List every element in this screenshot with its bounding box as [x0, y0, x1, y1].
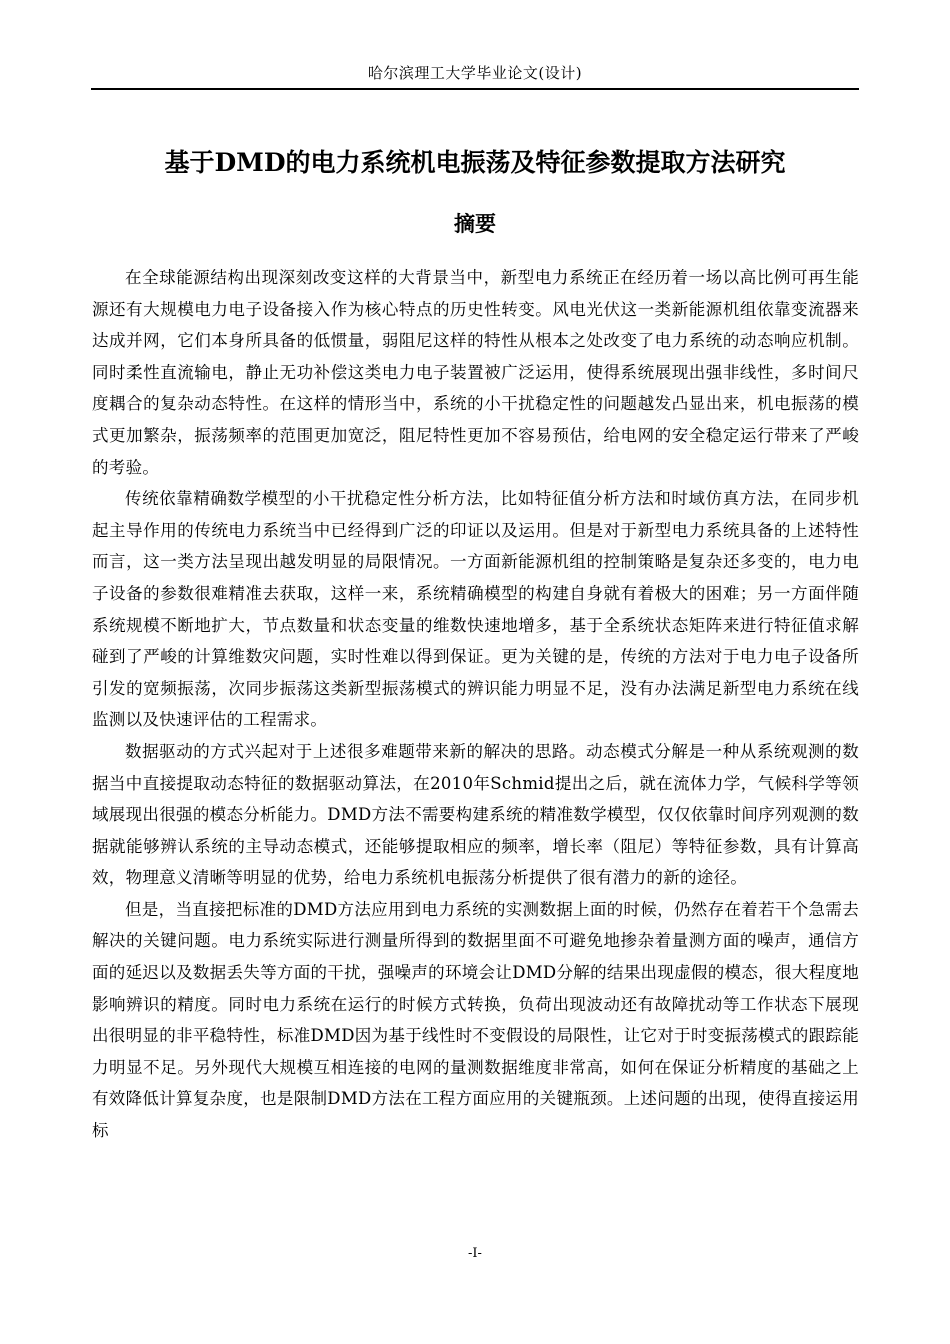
abstract-paragraph: 在全球能源结构出现深刻改变这样的大背景当中，新型电力系统正在经历着一场以高比例可再生能源还有大规模电力电子设备接入作为核心特点的历史性转变。风电光伏这一类新能源机组依靠变流器来达成并网，它们本身所具备的低惯量，弱阻尼这样的特性从根本之处改变了电力系统的动态响应机制。同时柔性直流输电，静止无功补偿这类电力电子装置被广泛运用，使得系统展现出强非线性，多时间尺度耦合的复杂动态特性。在这样的情形当中，系统的小干扰稳定性的问题越发凸显出来，机电振荡的模式更加繁杂，振荡频率的范围更加宽泛，阻尼特性更加不容易预估，给电网的安全稳定运行带来了严峻的考验。: [92, 268, 859, 477]
abstract-paragraph: 传统依靠精确数学模型的小干扰稳定性分析方法，比如特征值分析方法和时域仿真方法，在同步机起主导作用的传统电力系统当中已经得到广泛的印证以及运用。但是对于新型电力系统具备的上述特性而言，这一类方法呈现出越发明显的局限情况。一方面新能源机组的控制策略是复杂还多变的，电力电子设备的参数很难精准去获取，这样一来，系统精确模型的构建自身就有着极大的困难；另一方面伴随系统规模不断地扩大，节点数量和状态变量的维数快速地增多，基于全系统状态矩阵来进行特征值求解碰到了严峻的计算维数灾问题，实时性难以得到保证。更为关键的是，传统的方法对于电力电子设备所引发的宽频振荡，次同步振荡这类新型振荡模式的辨识能力明显不足，没有办法满足新型电力系统在线监测以及快速评估的工程需求。: [92, 489, 859, 730]
header-divider: [91, 88, 859, 90]
abstract-paragraph: 但是，当直接把标准的DMD方法应用到电力系统的实测数据上面的时候，仍然存在着若干个急需去解决的关键问题。电力系统实际进行测量所得到的数据里面不可避免地掺杂着量测方面的噪声，通信方面的延迟以及数据丢失等方面的干扰，强噪声的环境会让DMD分解的结果出现虚假的模态，很大程度地影响辨识的精度。同时电力系统在运行的时候方式转换，负荷出现波动还有故障扰动等工作状态下展现出很明显的非平稳特性，标准DMD因为基于线性时不变假设的局限性，让它对于时变振荡模式的跟踪能力明显不足。另外现代大规模互相连接的电网的量测数据维度非常高，如何在保证分析精度的基础之上有效降低计算复杂度，也是限制DMD方法在工程方面应用的关键瓶颈。上述问题的出现，使得直接运用标: [92, 899, 859, 1141]
running-header: 哈尔滨理工大学毕业论文(设计): [367, 64, 583, 82]
thesis-title: 基于DMD的电力系统机电振荡及特征参数提取方法研究: [164, 148, 786, 177]
page-number: -I-: [468, 1246, 482, 1261]
abstract-paragraph: 数据驱动的方式兴起对于上述很多难题带来新的解决的思路。动态模式分解是一种从系统观测的数据当中直接提取动态特征的数据驱动算法，在2010年Schmid提出之后，就在流体力学，气候科学等领域展现出很强的模态分析能力。DMD方法不需要构建系统的精准数学模型，仅仅依靠时间序列观测的数据就能够辨认系统的主导动态模式，还能够提取相应的频率，增长率（阻尼）等特征参数，具有计算高效，物理意义清晰等明显的优势，给电力系统机电振荡分析提供了很有潜力的新的途径。: [92, 741, 859, 888]
abstract-body: [92, 262, 859, 1147]
abstract-heading: 摘要: [454, 211, 496, 236]
